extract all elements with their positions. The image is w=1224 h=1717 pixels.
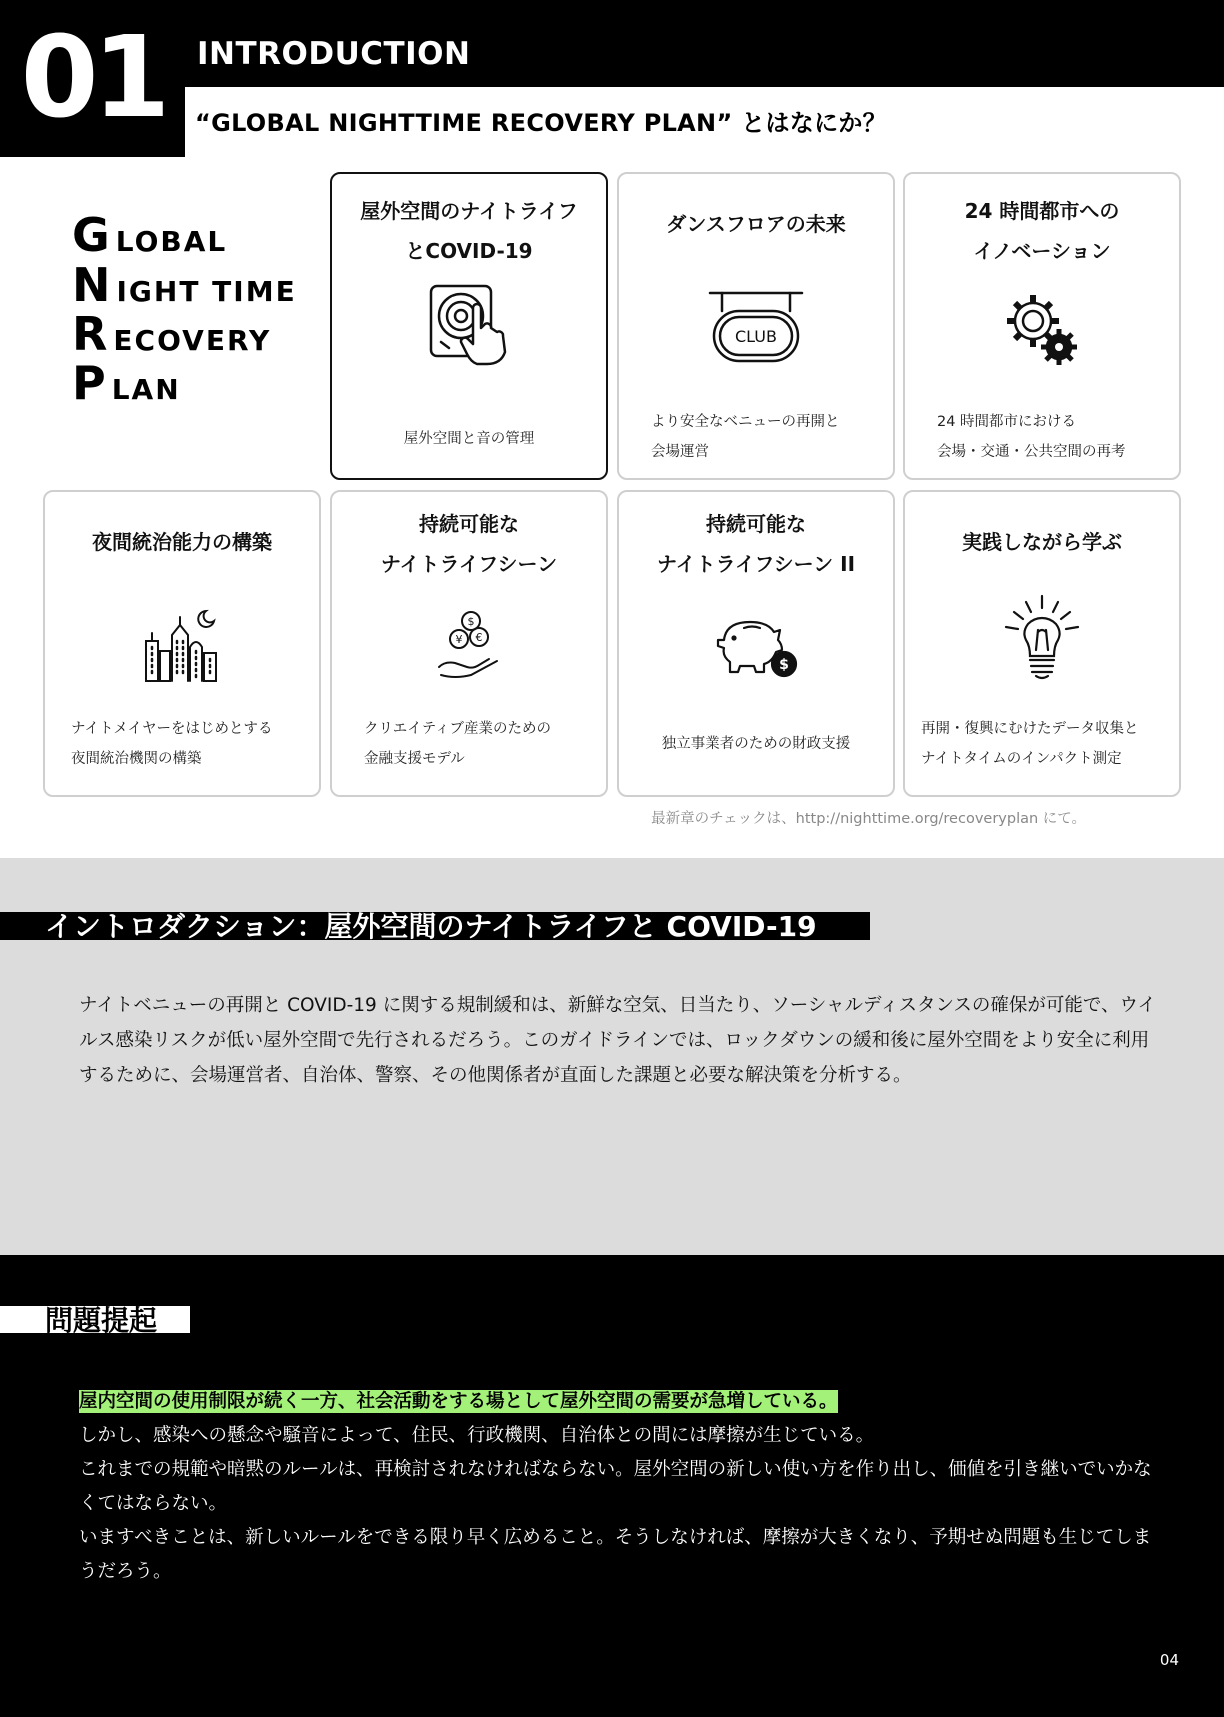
intro-body: ナイトベニューの再開と COVID-19 に関する規制緩和は、新鮮な空気、日当たり、ソーシャルディスタンスの確保が可能で、ウイルス感染リスクが低い屋外空間で先行されるだろう。このガイドラインでは、ロックダウンの緩和後に屋外空間をより安全に利用するために、会場運営者、自治体、警察、その他関係者が直面した課題と必要な解決策を分析する。 xyxy=(79,995,1156,1086)
card-description: 独立事業者のための財政支援 xyxy=(661,736,851,752)
logo-word: LOBAL xyxy=(115,225,228,258)
club-sign-icon xyxy=(708,289,804,373)
card-title: 夜間統治能力の構築 xyxy=(92,530,272,554)
logo-initial: G xyxy=(72,208,110,262)
card-description: 屋外空間と音の管理 xyxy=(403,431,535,447)
card-24h-city[interactable] xyxy=(903,172,1181,480)
turntable-hand-icon xyxy=(427,282,511,370)
card-description: ナイトメイヤーをはじめとする 夜間統治機関の構築 xyxy=(71,721,273,767)
chapter-subtitle: “GLOBAL NIGHTTIME RECOVERY PLAN” とはなにか？ xyxy=(195,109,887,137)
card-title: 24 時間都市への イノベーション xyxy=(964,199,1120,263)
card-title: 持続可能な ナイトライフシーン II xyxy=(656,512,856,576)
issue-highlight: 屋内空間の使用制限が続く一方、社会活動をする場として屋外空間の需要が急増している。 xyxy=(79,1391,838,1412)
issue-body xyxy=(79,1385,1159,1589)
svg-text:€: € xyxy=(475,631,483,644)
page-number: 04 xyxy=(1159,1651,1179,1669)
card-title: ダンスフロアの未来 xyxy=(666,212,846,236)
svg-text:$: $ xyxy=(467,615,475,628)
card-description: 24 時間都市における 会場・交通・公共空間の再考 xyxy=(937,414,1126,460)
night-city-icon xyxy=(142,607,222,687)
card-dancefloor-future[interactable] xyxy=(617,172,895,480)
card-description: クリエイティブ産業のための 金融支援モデル xyxy=(364,721,552,767)
gears-icon xyxy=(1001,289,1083,373)
card-sustainable-nightlife[interactable] xyxy=(330,490,608,797)
logo-word: ECOVERY xyxy=(113,324,272,357)
issue-paragraph: しかし、感染への懸念や騒音によって、住民、行政機関、自治体との間には摩擦が生じている。 xyxy=(79,1425,875,1446)
coins-hand-icon xyxy=(435,609,503,685)
svg-text:$: $ xyxy=(779,657,789,673)
logo-word: IGHT TIME xyxy=(116,275,297,308)
card-outdoor-nightlife[interactable] xyxy=(330,172,608,480)
chapter-number: 01 xyxy=(0,0,185,157)
logo-row-nighttime xyxy=(72,258,297,312)
piggy-bank-icon xyxy=(714,614,798,682)
logo-word: LAN xyxy=(111,373,181,406)
issue-heading: 問題提起 xyxy=(45,1304,158,1337)
card-title: 屋外空間のナイトライフ とCOVID-19 xyxy=(360,199,578,263)
chapter-title: INTRODUCTION xyxy=(197,36,471,72)
card-title: 実践しながら学ぶ xyxy=(962,530,1122,554)
issue-paragraph: これまでの規範や暗黙のルールは、再検討されなければならない。屋外空間の新しい使い方を作り出し、価値を引き継いでいかなくてはならない。 xyxy=(79,1459,1152,1514)
logo-row-plan xyxy=(72,356,181,410)
lightbulb-icon xyxy=(1000,594,1084,686)
issue-paragraph: いますべきことは、新しいルールをできる限り早く広めること。そうしなければ、摩擦が大きくなり、予期せぬ問題も生じてしまうだろう。 xyxy=(79,1527,1152,1582)
logo-initial: N xyxy=(72,258,111,312)
card-night-governance[interactable] xyxy=(43,490,321,797)
card-learning-by-doing[interactable] xyxy=(903,490,1181,797)
logo-initial: R xyxy=(72,307,108,361)
logo-row-recovery xyxy=(72,307,272,361)
logo-row-global xyxy=(72,208,228,262)
card-sustainable-nightlife-2[interactable] xyxy=(617,490,895,797)
logo-initial: P xyxy=(72,356,106,410)
intro-heading: イントロダクション：屋外空間のナイトライフと COVID-19 xyxy=(45,910,817,943)
card-description: より安全なベニューの再開と 会場運営 xyxy=(651,414,840,460)
recovery-plan-link[interactable]: 最新章のチェックは、http://nighttime.org/recoveryplan にて。 xyxy=(651,811,1086,827)
card-description: 再開・復興にむけたデータ収集と ナイトタイムのインパクト測定 xyxy=(921,721,1139,767)
svg-text:¥: ¥ xyxy=(455,633,463,646)
card-title: 持続可能な ナイトライフシーン xyxy=(380,512,558,576)
club-sign-text: CLUB xyxy=(735,327,777,346)
